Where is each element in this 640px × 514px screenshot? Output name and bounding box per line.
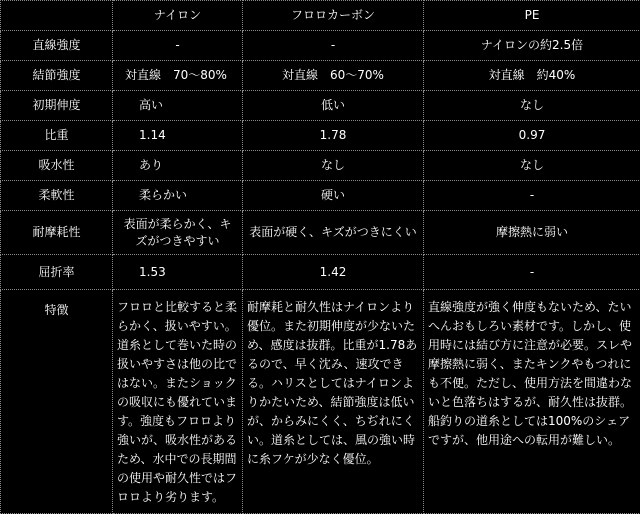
row-label-abrasion-resistance: 耐摩耗性 xyxy=(1,211,113,255)
cell-nylon-features: フロロと比較すると柔らかく、扱いやすい。道糸として巻いた時の扱いやすさは他の比ではない。またショックの吸収にも優れています。強度もフロロより強いが、吸水性があるため、水中での長期間の使用や耐久性ではフロロより劣ります。 xyxy=(113,290,243,514)
cell-nylon-initial-stretch: 高い xyxy=(113,91,243,121)
cell-pe-abrasion-resistance: 摩擦熱に弱い xyxy=(424,211,640,255)
cell-nylon-water-absorption: あり xyxy=(113,151,243,181)
table-row xyxy=(1,151,640,181)
cell-nylon-knot-strength: 対直線 70～80% xyxy=(113,61,243,91)
table-row xyxy=(1,31,640,61)
cell-fluoro-abrasion-resistance: 表面が硬く、キズがつきにくい xyxy=(243,211,424,255)
corner-cell xyxy=(1,1,113,31)
cell-nylon-refractive-index: 1.53 xyxy=(113,255,243,290)
table-row xyxy=(1,91,640,121)
row-label-refractive-index: 屈折率 xyxy=(1,255,113,290)
cell-fluoro-water-absorption: なし xyxy=(243,151,424,181)
cell-pe-straight-strength: ナイロンの約2.5倍 xyxy=(424,31,640,61)
row-label-specific-gravity: 比重 xyxy=(1,121,113,151)
col-header-fluorocarbon: フロロカーボン xyxy=(243,1,424,31)
cell-fluoro-specific-gravity: 1.78 xyxy=(243,121,424,151)
cell-fluoro-straight-strength: - xyxy=(243,31,424,61)
cell-nylon-flexibility: 柔らかい xyxy=(113,181,243,211)
header-row xyxy=(1,1,640,31)
cell-pe-water-absorption: なし xyxy=(424,151,640,181)
cell-pe-initial-stretch: なし xyxy=(424,91,640,121)
cell-nylon-straight-strength: - xyxy=(113,31,243,61)
cell-pe-specific-gravity: 0.97 xyxy=(424,121,640,151)
cell-fluoro-initial-stretch: 低い xyxy=(243,91,424,121)
row-label-knot-strength: 結節強度 xyxy=(1,61,113,91)
row-label-initial-stretch: 初期伸度 xyxy=(1,91,113,121)
table-row xyxy=(1,290,640,514)
table-row xyxy=(1,181,640,211)
cell-fluoro-features: 耐摩耗と耐久性はナイロンより優位。また初期伸度が少ないため、感度は抜群。比重が1.78あるので、早く沈み、速攻できる。ハリスとしてはナイロンよりかたいため、結節強度は低いが、からみにくく、ちぢれにくい。道糸としては、風の強い時に糸フケが少なく優位。 xyxy=(243,290,424,514)
row-label-straight-strength: 直線強度 xyxy=(1,31,113,61)
row-label-flexibility: 柔軟性 xyxy=(1,181,113,211)
cell-pe-refractive-index: - xyxy=(424,255,640,290)
cell-nylon-specific-gravity: 1.14 xyxy=(113,121,243,151)
table-row xyxy=(1,211,640,255)
cell-fluoro-knot-strength: 対直線 60～70% xyxy=(243,61,424,91)
cell-fluoro-flexibility: 硬い xyxy=(243,181,424,211)
col-header-pe: PE xyxy=(424,1,640,31)
cell-pe-flexibility: - xyxy=(424,181,640,211)
cell-nylon-abrasion-resistance: 表面が柔らかく、キズがつきやすい xyxy=(113,211,243,255)
cell-fluoro-refractive-index: 1.42 xyxy=(243,255,424,290)
row-label-features: 特徴 xyxy=(1,290,113,514)
col-header-nylon: ナイロン xyxy=(113,1,243,31)
cell-pe-features: 直線強度が強く伸度もないため、たいへんおもしろい素材です。しかし、使用時には結び方に注意が必要。スレや摩擦熱に弱く、またキンクやもつれにも不便。ただし、使用方法を間違わないと色落ちはするが、耐久性は抜群。船釣りの道糸としては100%のシェアですが、他用途への転用が難しい。 xyxy=(424,290,640,514)
table-row xyxy=(1,61,640,91)
table-row xyxy=(1,255,640,290)
row-label-water-absorption: 吸水性 xyxy=(1,151,113,181)
table-row xyxy=(1,121,640,151)
cell-pe-knot-strength: 対直線 約40% xyxy=(424,61,640,91)
